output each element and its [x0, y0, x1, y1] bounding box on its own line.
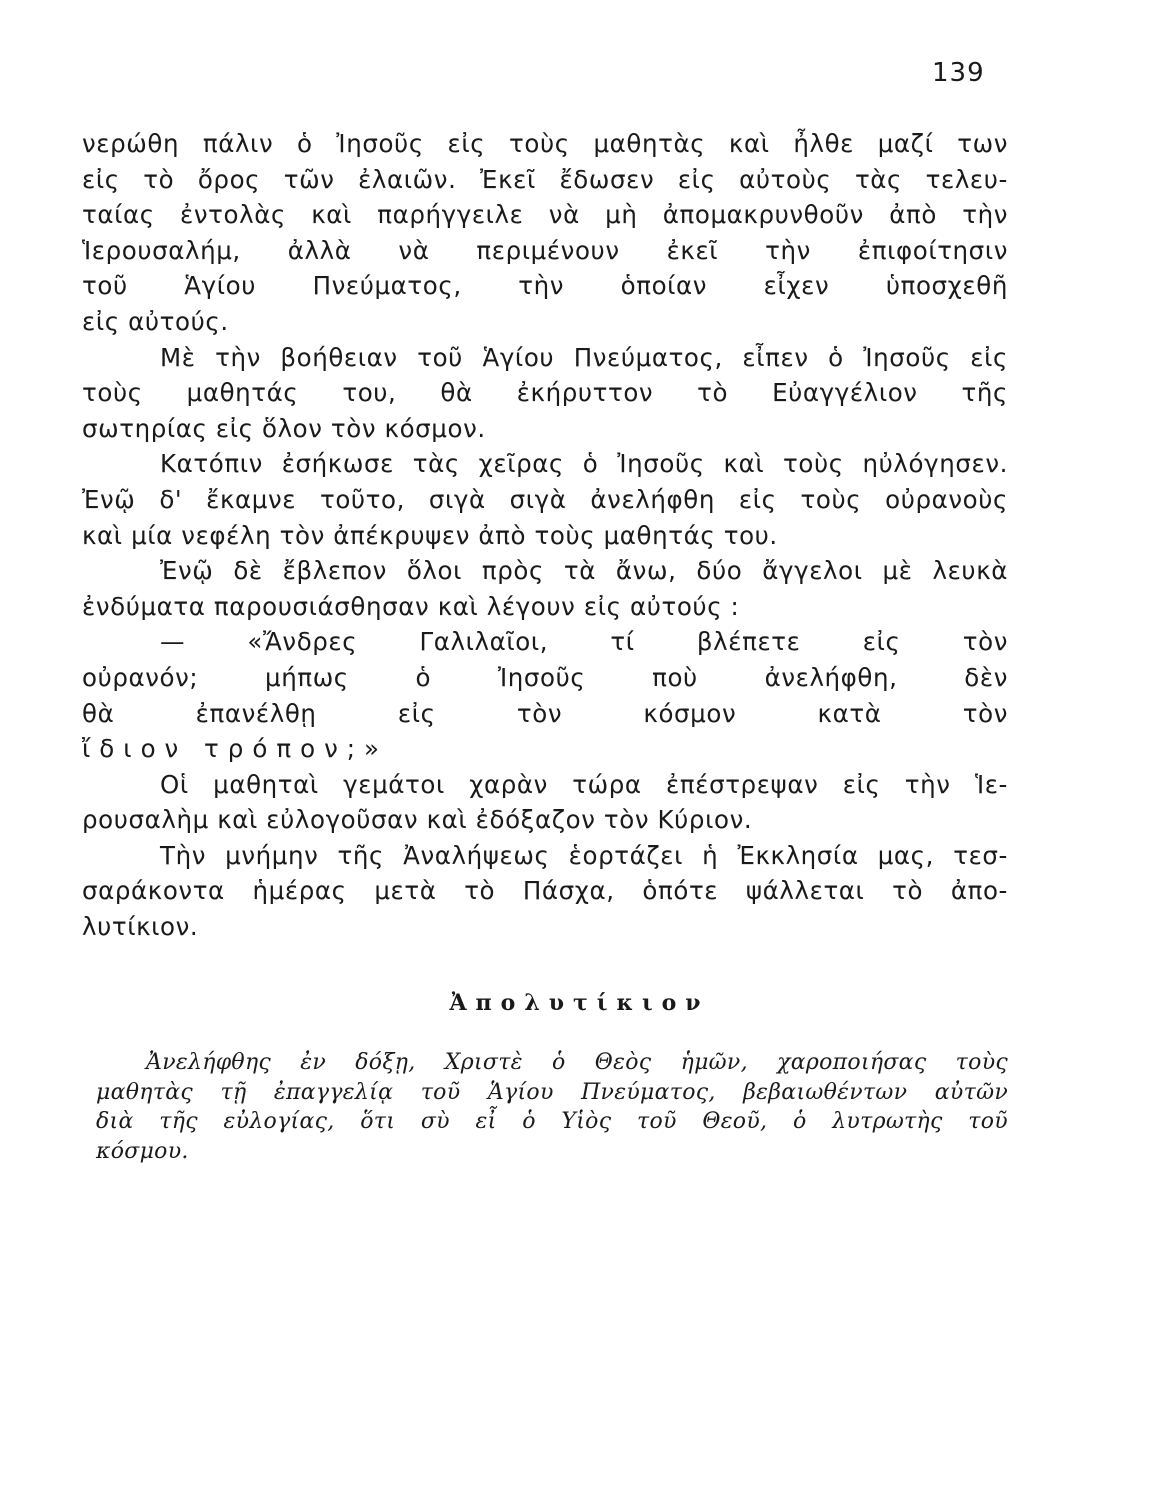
main-text	[82, 126, 1008, 945]
text-line: Κατόπιν ἐσήκωσε τὰς χεῖρας ὁ Ἰησοῦς καὶ τοὺς ηὐλόγησεν.	[160, 449, 1008, 479]
text-line: σαράκοντα ἡμέρας μετὰ τὸ Πάσχα, ὁπότε ψάλλεται τὸ ἀπο-	[82, 876, 1008, 906]
text-line: τοὺς μαθητάς του, θὰ ἐκήρυττον τὸ Εὐαγγέλιον τῆς	[82, 378, 1008, 408]
text-line: εἰς τὸ ὄρος τῶν ἐλαιῶν. Ἐκεῖ ἔδωσεν εἰς αὐτοὺς τὰς τελευ-	[82, 164, 1008, 194]
text-line: καὶ μία νεφέλη τὸν ἀπέκρυψεν ἀπὸ τοὺς μαθητάς του.	[82, 520, 778, 550]
text-line: εἰς αὐτούς.	[82, 306, 229, 336]
text-line: τοῦ Ἁγίου Πνεύματος, τὴν ὁποίαν εἶχεν ὑποσχεθῆ	[82, 271, 1008, 301]
text-line: ταίας ἐντολὰς καὶ παρήγγειλε νὰ μὴ ἀπομακρυνθοῦν ἀπὸ τὴν	[82, 200, 1008, 230]
text-line: Οἱ μαθηταὶ γεμάτοι χαρὰν τώρα ἐπέστρεψαν εἰς τὴν Ἱε-	[160, 769, 1008, 799]
text-line: Ἐνῷ δὲ ἔβλεπον ὅλοι πρὸς τὰ ἄνω, δύο ἄγγελοι μὲ λευκὰ	[160, 556, 1008, 586]
text-line: λυτίκιον.	[82, 912, 199, 942]
hymn-line: μαθητὰς τῇ ἐπαγγελίᾳ τοῦ Ἁγίου Πνεύματος, βεβαιωθέντων αὐτῶν	[96, 1079, 1008, 1105]
text-line: θὰ ἐπανέλθῃ εἰς τὸν κόσμον κατὰ τὸν	[82, 698, 1008, 728]
text-line: — «Ἄνδρες Γαλιλαῖοι, τί βλέπετε εἰς τὸν	[160, 627, 1008, 657]
hymn-line: κόσμου.	[96, 1138, 189, 1164]
hymn-line: διὰ τῆς εὐλογίας, ὅτι σὺ εἶ ὁ Υἱὸς τοῦ Θεοῦ, ὁ λυτρωτὴς τοῦ	[96, 1109, 1008, 1135]
text-line: σωτηρίας εἰς ὅλον τὸν κόσμον.	[82, 413, 486, 443]
text-line: Ἱερουσαλήμ, ἀλλὰ νὰ περιμένουν ἐκεῖ τὴν ἐπιφοίτησιν	[82, 235, 1008, 265]
text-line: ρουσαλὴμ καὶ εὐλογοῦσαν καὶ ἐδόξαζον τὸν Κύριον.	[82, 805, 753, 835]
text-line: οὐρανόν; μήπως ὁ Ἰησοῦς ποὺ ἀνελήφθη, δὲν	[82, 662, 1008, 692]
hymn-line: Ἀνελήφθης ἐν δόξῃ, Χριστὲ ὁ Θεὸς ἡμῶν, χαροποιήσας τοὺς	[146, 1050, 1008, 1075]
text-line: ἴδιον τρόπον;»	[82, 734, 388, 764]
text-line: Ἐνῷ δ' ἔκαμνε τοῦτο, σιγὰ σιγὰ ἀνελήφθη εἰς τοὺς οὐρανοὺς	[82, 484, 1008, 514]
text-line: Μὲ τὴν βοήθειαν τοῦ Ἁγίου Πνεύματος, εἶπεν ὁ Ἰησοῦς εἰς	[160, 342, 1008, 372]
text-line: Τὴν μνήμην τῆς Ἀναλήψεως ἑορτάζει ἡ Ἐκκλησία μας, τεσ-	[160, 840, 1008, 870]
apolytikion-text	[96, 1048, 1008, 1166]
text-line: νερώθη πάλιν ὁ Ἰησοῦς εἰς τοὺς μαθητὰς καὶ ἦλθε μαζί των	[82, 129, 1008, 158]
apolytikion-title: Ἀπολυτίκιον	[449, 990, 710, 1016]
page-number: 139	[932, 58, 985, 88]
text-line: ἐνδύματα παρουσιάσθησαν καὶ λέγουν εἰς αὐτούς :	[82, 591, 740, 621]
